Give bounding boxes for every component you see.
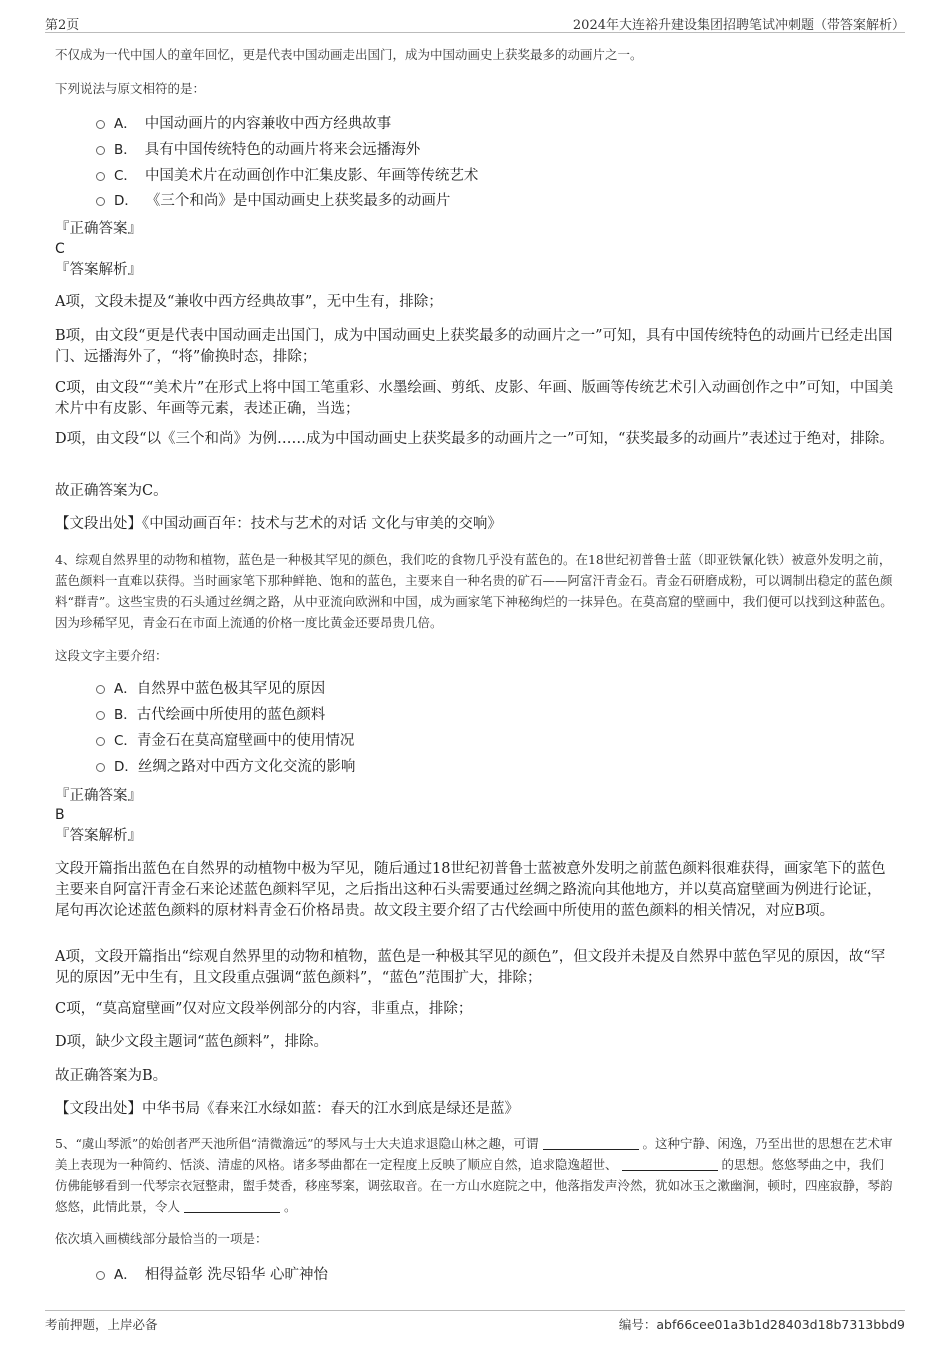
q3-option-a[interactable]: A． 中国动画片的内容兼收中西方经典故事	[96, 114, 391, 134]
radio-icon[interactable]	[96, 685, 105, 694]
page-header	[45, 12, 905, 33]
radio-icon[interactable]	[96, 197, 105, 206]
q3-option-d[interactable]: D． 《三个和尚》是中国动画史上获奖最多的动画片	[96, 191, 450, 211]
q3-analysis-c: C项，由文段““美术片”在形式上将中国工笔重彩、水墨绘画、剪纸、皮影、年画、版画等传统艺术引入动画创作之中”可知，中国美术片中有皮影、年画等元素，表述正确，当选；	[55, 380, 894, 417]
q3-analysis-b: B项，由文段“更是代表中国动画走出国门，成为中国动画史上获奖最多的动画片之一”可知，具有中国传统特色的动画片已经走出国门、远播海外了，“将”偷换时态，排除；	[55, 328, 893, 365]
radio-icon[interactable]	[96, 146, 105, 155]
q4-analysis-main: 文段开篇指出蓝色在自然界的动植物中极为罕见，随后通过18世纪初普鲁士蓝被意外发明之前蓝色颜料很难获得，画家笔下的蓝色主要来自阿富汗青金石来论述蓝色颜料罕见，之后指出这种石头需要通过丝绸之路流向其他地方，并以莫高窟壁画为例进行论证，尾句再次论述蓝色颜料的原材料青金石价格昂贵。故文段主要介绍了古代绘画中所使用的蓝色颜料的相关情况，对应B项。	[55, 861, 886, 919]
page-number: 第2页	[45, 18, 80, 33]
q3-conclusion: 故正确答案为C。	[55, 483, 168, 499]
q5-passage: 5、“虞山琴派”的始创者严天池所倡“清微澹远”的琴风与士大夫追求退隐山林之趣，可谓 。这种宁静、闲逸，乃至出世的思想在艺术审美上表现为一种简约、恬淡、清虚的风格。诸多琴曲都在一定程度上反映了顺应自然，追求隐逸超世、 的思想。悠悠琴曲之中，我们仿佛能够看到一代琴宗衣冠整肃，盥手焚香，移座琴案，调弦取音。在一方山水庭院之中，他落指发声泠然，犹如冰玉之漱幽涧，顿时，四座寂静，琴韵悠悠，此情此景，令人 。	[55, 1136, 893, 1214]
q3-stem: 下列说法与原文相符的是：	[55, 81, 206, 96]
q4-stem: 这段文字主要介绍：	[55, 648, 168, 663]
q4-option-b[interactable]: B．古代绘画中所使用的蓝色颜料	[96, 705, 325, 725]
q3-answer: C	[55, 241, 65, 257]
document-title: 2024年大连裕升建设集团招聘笔试冲刺题（带答案解析）	[572, 18, 905, 33]
fill-blank-1[interactable]	[543, 1137, 639, 1150]
q3-option-c[interactable]: C． 中国美术片在动画创作中汇集皮影、年画等传统艺术	[96, 166, 478, 186]
q4-answer-label: 『正确答案』	[55, 788, 142, 804]
page-footer	[45, 1310, 905, 1331]
q4-analysis-a: A项，文段开篇指出“综观自然界里的动物和植物，蓝色是一种极其罕见的颜色”，但文段并未提及自然界中蓝色罕见的原因，故“罕见的原因”无中生有，且文段重点强调“蓝色颜料”，“蓝色”范围扩大，排除；	[55, 949, 886, 986]
document-code: 编号：abf66cee01a3b1d28403d18b7313bbd9	[618, 1317, 905, 1332]
q3-passage-tail: 不仅成为一代中国人的童年回忆，更是代表中国动画走出国门，成为中国动画史上获奖最多的动画片之一。	[55, 47, 643, 62]
q4-analysis-c: C项，“莫高窟壁画”仅对应文段举例部分的内容，非重点，排除；	[55, 1001, 473, 1017]
radio-icon[interactable]	[96, 711, 105, 720]
q5-stem: 依次填入画横线部分最恰当的一项是：	[55, 1231, 268, 1246]
q4-option-d[interactable]: D．丝绸之路对中西方文化交流的影响	[96, 757, 355, 777]
q4-analysis-d: D项，缺少文段主题词“蓝色颜料”，排除。	[55, 1034, 328, 1050]
radio-icon[interactable]	[96, 737, 105, 746]
fill-blank-2[interactable]	[622, 1158, 718, 1171]
q3-analysis-a: A项，文段未提及“兼收中西方经典故事”，无中生有，排除；	[55, 294, 443, 310]
q4-analysis-label: 『答案解析』	[55, 828, 142, 844]
radio-icon[interactable]	[96, 763, 105, 772]
q4-source: 【文段出处】中华书局《春来江水绿如蓝：春天的江水到底是绿还是蓝》	[55, 1101, 519, 1117]
q4-conclusion: 故正确答案为B。	[55, 1068, 168, 1084]
q3-option-b[interactable]: B． 具有中国传统特色的动画片将来会远播海外	[96, 140, 420, 160]
radio-icon[interactable]	[96, 120, 105, 129]
q4-answer: B	[55, 807, 65, 823]
q4-option-c[interactable]: C．青金石在莫高窟壁画中的使用情况	[96, 731, 354, 751]
q3-source: 【文段出处】《中国动画百年：技术与艺术的对话 文化与审美的交响》	[55, 516, 502, 532]
q4-option-a[interactable]: A．自然界中蓝色极其罕见的原因	[96, 679, 325, 699]
q3-analysis-label: 『答案解析』	[55, 262, 142, 278]
q5-option-a[interactable]: A． 相得益彰 洗尽铅华 心旷神怡	[96, 1265, 328, 1285]
radio-icon[interactable]	[96, 1271, 105, 1280]
footer-slogan: 考前押题，上岸必备	[45, 1317, 158, 1332]
radio-icon[interactable]	[96, 172, 105, 181]
q3-analysis-d: D项，由文段“以《三个和尚》为例……成为中国动画史上获奖最多的动画片之一”可知，“获奖最多的动画片”表述过于绝对，排除。	[55, 431, 894, 447]
fill-blank-3[interactable]	[184, 1200, 280, 1213]
q3-answer-label: 『正确答案』	[55, 221, 142, 237]
q4-passage: 4、综观自然界里的动物和植物，蓝色是一种极其罕见的颜色，我们吃的食物几乎没有蓝色的。在18世纪初普鲁士蓝（即亚铁氰化铁）被意外发明之前，蓝色颜料一直难以获得。当时画家笔下那种鲜艳、饱和的蓝色，主要来自一种名贵的矿石——阿富汗青金石。青金石研磨成粉，可以调制出稳定的蓝色颜料“群青”。这些宝贵的石头通过丝绸之路，从中亚流向欧洲和中国，成为画家笔下神秘绚烂的一抹异色。在莫高窟的壁画中，我们便可以找到这种蓝色。因为珍稀罕见，青金石在市面上流通的价格一度比黄金还要昂贵几倍。	[55, 552, 893, 630]
